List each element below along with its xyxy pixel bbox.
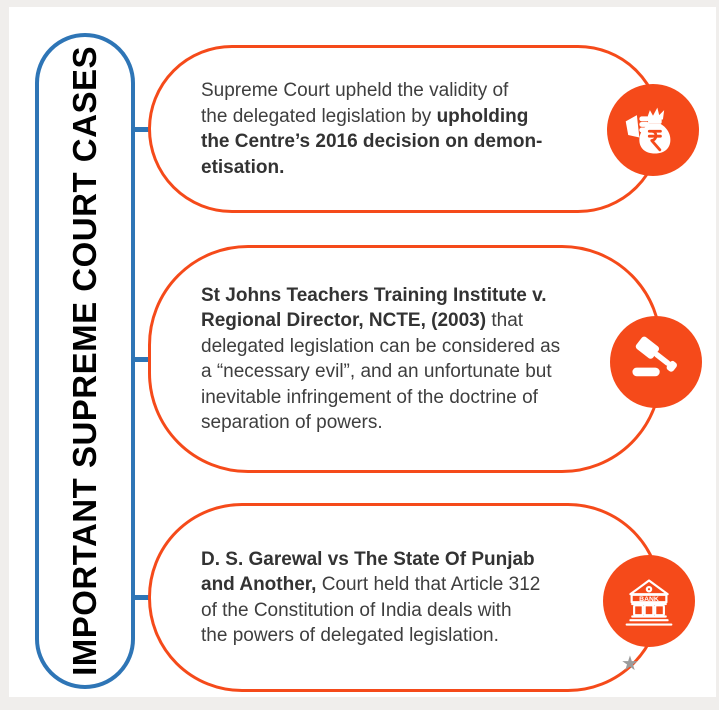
star-icon: ★ bbox=[621, 653, 639, 675]
text-line: and Another, Court held that Article 312 bbox=[201, 574, 541, 595]
sidebar-panel bbox=[35, 33, 135, 689]
card-text bbox=[151, 547, 659, 649]
case-card-demonetisation bbox=[148, 45, 662, 213]
case-card-st-johns bbox=[148, 245, 662, 473]
text-line: inevitable infringement of the doctrine of bbox=[201, 386, 538, 408]
gavel-icon bbox=[610, 316, 702, 408]
money-bag-rupee-glyph bbox=[622, 99, 684, 161]
text-line: D. S. Garewal vs The State Of Punjab bbox=[201, 548, 535, 570]
money-bag-rupee-icon bbox=[607, 84, 699, 176]
card-text bbox=[151, 78, 659, 180]
text-line: etisation. bbox=[201, 156, 285, 178]
sidebar-title: IMPORTANT SUPREME COURT CASES bbox=[66, 46, 103, 676]
text-line: separation of powers. bbox=[201, 412, 383, 433]
text-line: the powers of delegated legislation. bbox=[201, 625, 499, 646]
bank-icon bbox=[603, 555, 695, 647]
card-text bbox=[151, 283, 659, 436]
text-line: delegated legislation can be considered as bbox=[201, 335, 561, 357]
text-line: the Centre’s 2016 decision on demon- bbox=[201, 131, 543, 152]
text-line: Supreme Court upheld the validity of bbox=[201, 80, 509, 101]
svg-text:BANK: BANK bbox=[639, 596, 659, 603]
text-line: of the Constitution of India deals with bbox=[201, 599, 512, 621]
text-line: a “necessary evil”, and an unfortunate but bbox=[201, 361, 552, 382]
case-card-garewal bbox=[148, 503, 662, 692]
text-line: Regional Director, NCTE, (2003) that bbox=[201, 310, 524, 331]
gavel-glyph bbox=[625, 331, 687, 393]
text-line: St Johns Teachers Training Institute v. bbox=[201, 284, 547, 306]
bank-glyph bbox=[618, 570, 680, 632]
text-line: the delegated legislation by upholding bbox=[201, 105, 529, 127]
